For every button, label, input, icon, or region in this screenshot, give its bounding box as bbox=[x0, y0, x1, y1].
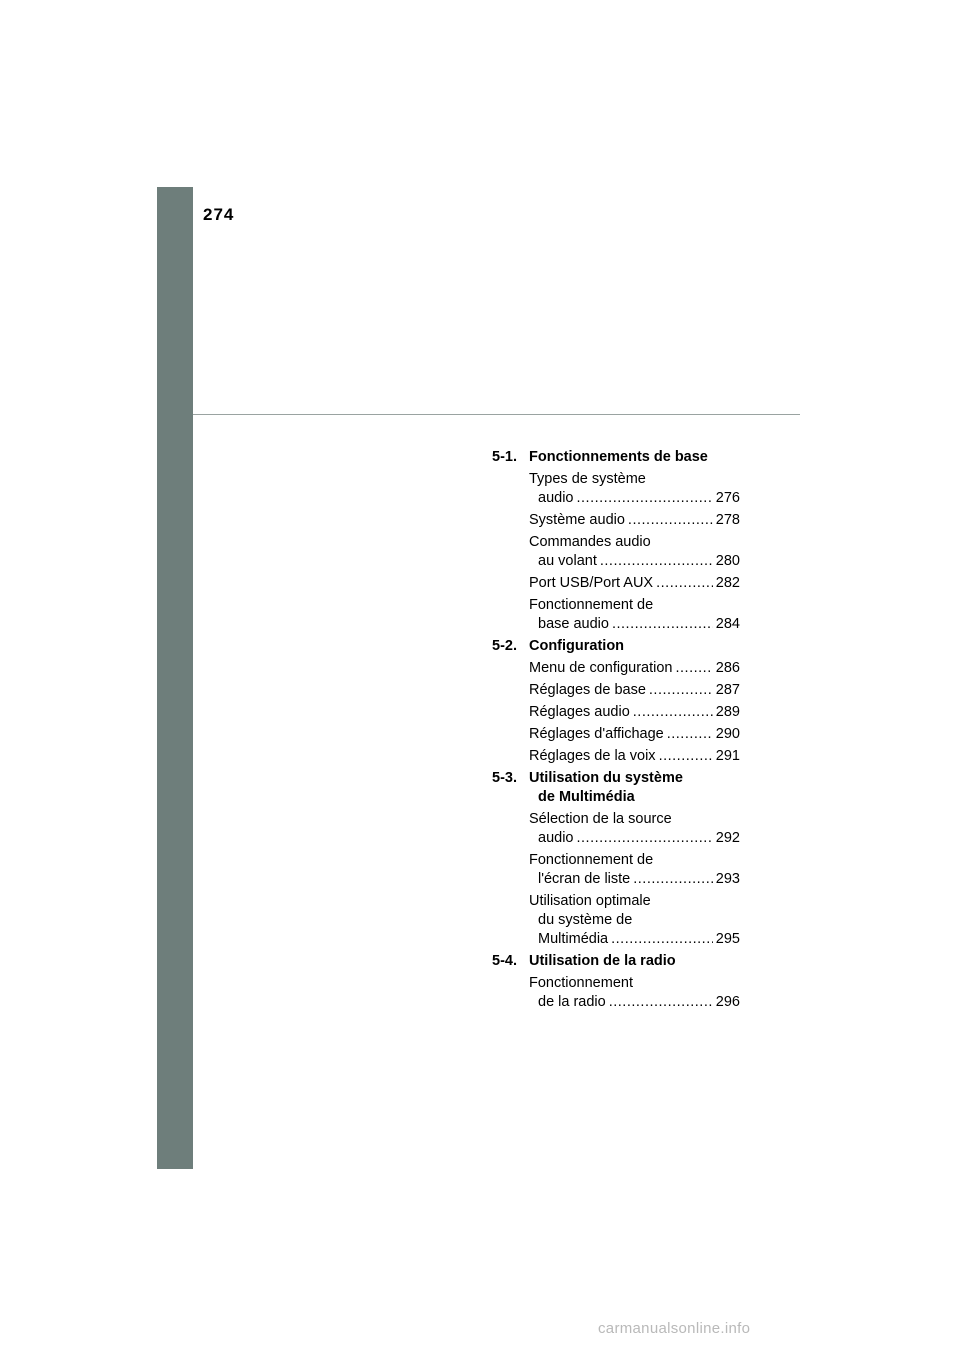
dot-leader bbox=[576, 829, 712, 848]
entry-page-number: 278 bbox=[715, 512, 740, 528]
section-number: 5-3. bbox=[492, 770, 517, 786]
entry-page-number: 292 bbox=[715, 830, 740, 846]
toc-entry[interactable] bbox=[529, 725, 740, 744]
entry-text: Réglages de la voix bbox=[529, 748, 656, 764]
entry-text: audio bbox=[538, 830, 574, 846]
entry-page-number: 286 bbox=[715, 660, 740, 676]
section-title-line: de Multimédia bbox=[538, 789, 635, 805]
entry-text: Fonctionnement de bbox=[529, 597, 654, 613]
section-title-line: Fonctionnements de base bbox=[529, 449, 708, 465]
dot-leader bbox=[633, 870, 713, 889]
entry-text: Fonctionnement bbox=[529, 975, 633, 991]
toc-section-heading[interactable] bbox=[492, 952, 740, 971]
dot-leader bbox=[649, 681, 713, 700]
dot-leader bbox=[656, 574, 713, 593]
chapter-side-bar bbox=[157, 187, 193, 1169]
entry-page-number: 284 bbox=[715, 616, 740, 632]
section-title-line: Utilisation de la radio bbox=[529, 953, 676, 969]
section-title bbox=[529, 769, 740, 807]
table-of-contents bbox=[492, 448, 740, 1015]
entry-page-number: 290 bbox=[715, 726, 740, 742]
entry-page-number: 280 bbox=[715, 553, 740, 569]
dot-leader bbox=[667, 725, 713, 744]
entry-text: Utilisation optimale bbox=[529, 893, 651, 909]
section-number: 5-2. bbox=[492, 638, 517, 654]
section-title-line: Configuration bbox=[529, 638, 625, 654]
dot-leader bbox=[612, 615, 713, 634]
toc-entry[interactable] bbox=[529, 703, 740, 722]
entry-page-number: 291 bbox=[715, 748, 740, 764]
toc-entry[interactable] bbox=[529, 747, 740, 766]
entry-page-number: 296 bbox=[715, 994, 740, 1010]
toc-entry[interactable] bbox=[529, 470, 740, 508]
section-number: 5-1. bbox=[492, 449, 517, 465]
entry-text: l'écran de liste bbox=[538, 871, 631, 887]
toc-entry[interactable] bbox=[529, 511, 740, 530]
dot-leader bbox=[676, 659, 713, 678]
section-title-line: Utilisation du système bbox=[529, 770, 683, 786]
entry-text: Types de système bbox=[529, 471, 646, 487]
entry-page-number: 295 bbox=[715, 931, 740, 947]
toc-entry[interactable] bbox=[529, 974, 740, 1012]
toc-section-heading[interactable] bbox=[492, 448, 740, 467]
section-title bbox=[529, 448, 740, 467]
entry-page-number: 287 bbox=[715, 682, 740, 698]
entry-text: du système de bbox=[538, 912, 633, 928]
dot-leader bbox=[600, 552, 713, 571]
entry-page-number: 289 bbox=[715, 704, 740, 720]
toc-entry[interactable] bbox=[529, 574, 740, 593]
page-number: 274 bbox=[203, 205, 235, 224]
dot-leader bbox=[611, 930, 713, 949]
entry-text: au volant bbox=[538, 553, 597, 569]
entry-text: audio bbox=[538, 490, 574, 506]
entry-text: Sélection de la source bbox=[529, 811, 672, 827]
toc-entry[interactable] bbox=[529, 681, 740, 700]
entry-page-number: 282 bbox=[715, 575, 740, 591]
entry-text: Port USB/Port AUX bbox=[529, 575, 654, 591]
entry-text: base audio bbox=[538, 616, 609, 632]
divider-rule bbox=[193, 414, 800, 415]
entry-text: Fonctionnement de bbox=[529, 852, 654, 868]
watermark: carmanualsonline.info bbox=[598, 1320, 751, 1337]
toc-entry[interactable] bbox=[529, 533, 740, 571]
dot-leader bbox=[576, 489, 712, 508]
toc-entry[interactable] bbox=[529, 596, 740, 634]
dot-leader bbox=[628, 511, 713, 530]
dot-leader bbox=[659, 747, 713, 766]
section-title bbox=[529, 952, 740, 971]
entry-text: Système audio bbox=[529, 512, 625, 528]
toc-entry[interactable] bbox=[529, 892, 740, 949]
entry-text: Réglages d'affichage bbox=[529, 726, 664, 742]
entry-text: Réglages audio bbox=[529, 704, 630, 720]
entry-text: Menu de configuration bbox=[529, 660, 673, 676]
entry-text: de la radio bbox=[538, 994, 606, 1010]
toc-section-heading[interactable] bbox=[492, 637, 740, 656]
entry-text: Réglages de base bbox=[529, 682, 646, 698]
section-title bbox=[529, 637, 740, 656]
entry-text: Multimédia bbox=[538, 931, 609, 947]
toc-entry[interactable] bbox=[529, 851, 740, 889]
entry-text: Commandes audio bbox=[529, 534, 651, 550]
entry-page-number: 293 bbox=[715, 871, 740, 887]
section-number: 5-4. bbox=[492, 953, 517, 969]
toc-section-heading[interactable] bbox=[492, 769, 740, 807]
dot-leader bbox=[633, 703, 713, 722]
toc-entry[interactable] bbox=[529, 659, 740, 678]
toc-entry[interactable] bbox=[529, 810, 740, 848]
dot-leader bbox=[609, 993, 713, 1012]
entry-page-number: 276 bbox=[715, 490, 740, 506]
